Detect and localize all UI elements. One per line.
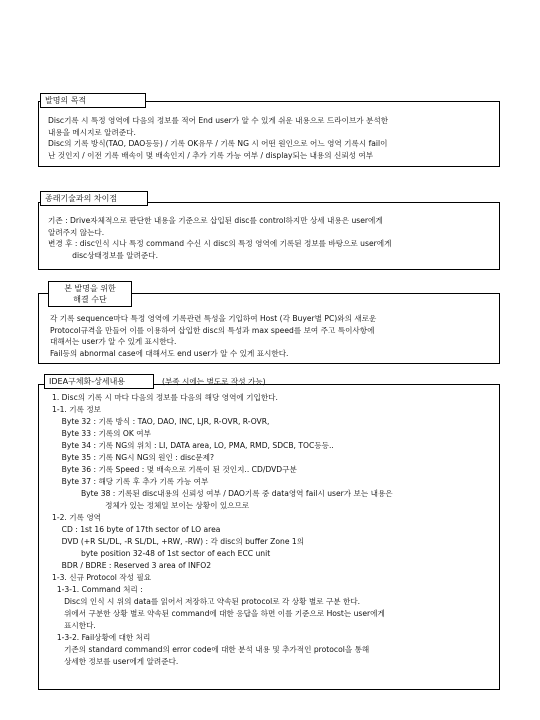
- section-detail-title: IDEA구체화-상세내용: [44, 374, 154, 389]
- text-line: 기존 : Drive자체적으로 판단한 내용을 기준으로 삽입된 disc를 control하지만 상세 내용은 user에게: [48, 216, 383, 225]
- text-line: 변경 후 : disc인식 시나 특정 command 수신 시 disc의 특정 영역에 기록된 정보를 바탕으로 user에게: [48, 239, 392, 248]
- text-line: Byte 33 : 기록의 OK 여부: [52, 429, 151, 438]
- text-line: Byte 36 : 기록 Speed : 몇 배속으로 기록이 된 것인지.. CD/DVD구분: [52, 465, 297, 474]
- text-line: CD : 1st 16 byte of 17th sector of LO area: [52, 525, 221, 534]
- text-line: 정체가 있는 정체일 보이는 상황이 있으므로: [52, 501, 250, 510]
- text-line: DVD (+R SL/DL, -R SL/DL, +RW, -RW) : 각 disc의 buffer Zone 1의: [52, 537, 305, 546]
- text-line: 기존의 standard command의 error code에 대한 분석 내용 및 추가적인 protocol을 통해: [52, 645, 370, 654]
- text-line: 대해서는 user가 알 수 있게 표시한다.: [50, 337, 177, 346]
- text-line: Disc의 기록 방식(TAO, DAO등등) / 기록 OK유무 / 기록 NG 시 어떤 원인으로 어느 영역 기록시 fail이: [48, 139, 388, 148]
- text-line: 알려주지 않는다.: [48, 227, 105, 237]
- text-line: disc상태정보를 알려준다.: [48, 250, 159, 260]
- text-line: Disc기록 시 특정 영역에 다음의 정보를 적어 End user가 알 수 있게 쉬운 내용으로 드라이브가 분석한: [48, 116, 389, 125]
- section-detail-note: (부족 시에는 별도로 작성 가능): [162, 377, 266, 386]
- text-line: Byte 34 : 기록 NG의 위치 : LI, DATA area, LO, PMA, RMD, SDCB, TOC등등..: [52, 441, 334, 450]
- text-line: 1. Disc의 기록 시 마다 다음의 정보를 다음의 해당 영역에 기입한다.: [52, 393, 278, 402]
- text-line: Byte 35 : 기록 NG시 NG의 원인 : disc문제?: [52, 453, 215, 462]
- text-line: 각 기록 sequence마다 특정 영역에 기록관련 특성을 기입하여 Host (각 Buyer별 PC)와의 새로운: [50, 314, 377, 323]
- section-prior-art-title: 종래기술과의 차이점: [40, 191, 148, 206]
- text-line: 위에서 구분한 상황 별로 약속된 command에 대한 응답을 하면 이를 기준으로 Host는 user에게: [52, 609, 385, 618]
- text-line: Disc의 인식 시 위의 data를 읽어서 저장하고 약속된 protocol로 각 상황 별로 구분 한다.: [52, 597, 361, 606]
- text-line: 1-2. 기록 영역: [52, 513, 101, 522]
- text-line: 표시한다.: [52, 621, 96, 630]
- text-line: 1-3-1. Command 처리 :: [52, 585, 143, 594]
- text-line: Byte 38 : 기록된 disc내용의 신뢰성 여부 / DAO기록 중 data영역 fail시 user가 보는 내용은: [52, 489, 393, 498]
- text-line: 1-3. 신규 Protocol 작성 필요: [52, 573, 152, 582]
- text-line: byte position 32-48 of 1st sector of each ECC unit: [52, 549, 271, 558]
- text-line: Protocol규격을 만들어 이를 이용하여 삽입한 disc의 특성과 max speed를 보여 주고 특이사항에: [50, 325, 375, 335]
- text-line: Byte 37 : 해당 기록 후 추가 기록 가능 여부: [52, 477, 209, 486]
- section-solution-title: 본 발명을 위한 해결 수단: [48, 281, 132, 307]
- text-line: Byte 32 : 기록 방식 : TAO, DAO, INC, LJR, R-OVR, R-OVR,: [52, 417, 270, 426]
- text-line: 1-1. 기록 정보: [52, 405, 101, 414]
- text-line: BDR / BDRE : Reserved 3 area of INFO2: [52, 561, 212, 570]
- text-line: 내용을 메시지로 알려준다.: [48, 127, 136, 137]
- section-purpose-title: 발명의 목적: [40, 93, 146, 108]
- text-line: 1-3-2. Fail상황에 대한 처리: [52, 633, 151, 642]
- text-line: 상세한 정보를 user에게 알려준다.: [52, 657, 179, 666]
- text-line: Fail등의 abnormal case에 대해서도 end user가 알 수 있게 표시한다.: [50, 348, 289, 358]
- text-line: 난 것인지 / 이전 기록 배속이 몇 배속인지 / 추가 기록 가능 여부 / display되는 내용의 신뢰성 여부: [48, 150, 374, 160]
